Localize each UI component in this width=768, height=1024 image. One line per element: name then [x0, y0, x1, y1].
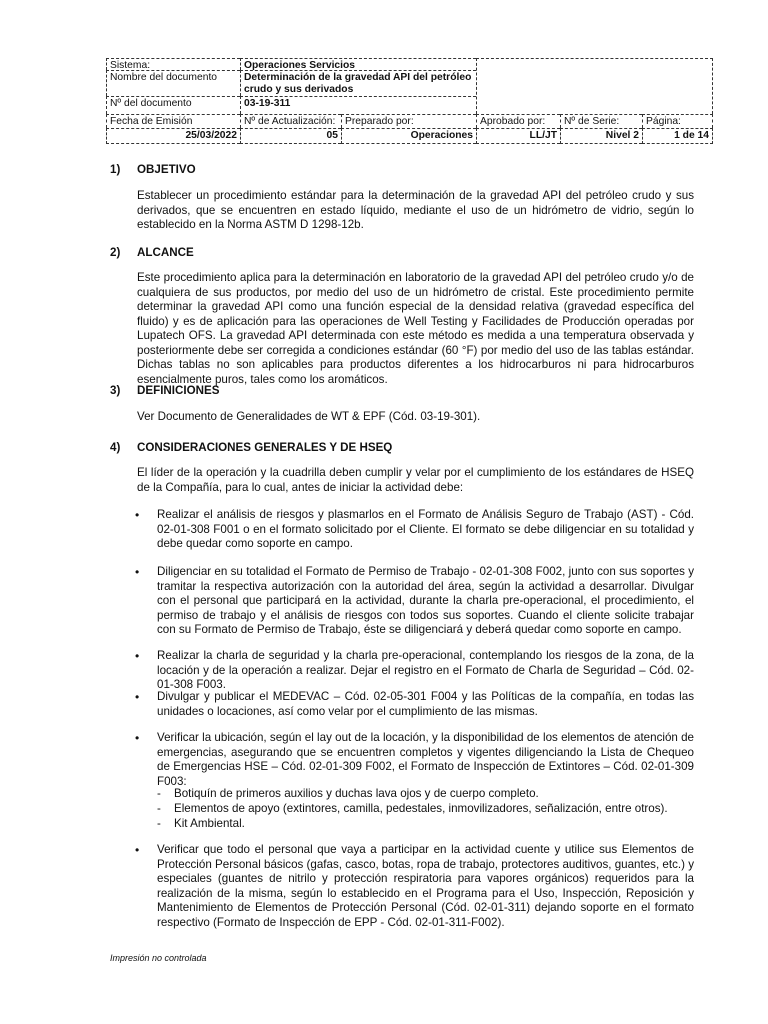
fecha-emision-value: 25/03/2022 [106, 128, 240, 144]
dash-marker: - [157, 817, 161, 830]
pagina-value: 1 de 14 [642, 128, 713, 144]
document-header-table [106, 58, 713, 144]
section-number: 3) [110, 384, 121, 397]
section-number: 4) [110, 441, 121, 454]
bullet-marker: • [135, 649, 140, 663]
preparado-value: Operaciones [341, 128, 476, 144]
fecha-emision-label: Fecha de Emisión [106, 114, 240, 128]
bullet-marker: • [135, 731, 140, 745]
logo-area [476, 58, 713, 114]
sub-item: Elementos de apoyo (extintores, camilla, pedestales, inmovilizadores, señalización, entre otros). [174, 802, 668, 815]
aprobado-label: Aprobado por: [476, 114, 560, 128]
section-title: CONSIDERACIONES GENERALES Y DE HSEQ [137, 441, 393, 454]
pagina-label: Página: [642, 114, 713, 128]
alcance-paragraph: Este procedimiento aplica para la determinación en laboratorio de la gravedad API del petróleo crudo y/o de cualquiera de sus productos, por medio del uso de un hidrómetro de cristal. Este procedimiento permite determinar la gravedad API como una función especial de la densidad relativa (gravedad específica del fluido) y es de aplicación para las operaciones de Well Testing y Facilidades de Producción operadas por Lupatech OFS. La gravedad API determinada con este método es medida a una temperatura observada y posteriormente debe ser corregida a condiciones estándar (60 °F) por medio del uso de las tablas estándar. Dichas tablas no son aplicables para productos diferentes a los hidrocarburos ni para hidrocarburos esencialmente puros, tales como los aromáticos. [137, 271, 694, 386]
sistema-value: Operaciones Servicios [240, 58, 476, 70]
definiciones-paragraph: Ver Documento de Generalidades de WT & EPF (Cód. 03-19-301). [137, 410, 481, 423]
section-number: 1) [110, 163, 121, 176]
bullet-item: Realizar la charla de seguridad y la charla pre-operacional, contemplando los riesgos de la zona, de la locación y de la operación a realizar. Dejar el registro en el Formato de Charla de Seguridad – Cód. 02-01-308 F003. [157, 649, 694, 691]
numero-documento-value: 03-19-311 [240, 96, 476, 114]
nombre-documento-label: Nombre del documento [106, 70, 240, 96]
nombre-documento-value: Determinación de la gravedad API del petróleo crudo y sus derivados [240, 70, 476, 96]
preparado-label: Preparado por: [341, 114, 476, 128]
bullet-item: Verificar la ubicación, según el lay out de la locación, y la disponibilidad de los elementos de atención de emergencias, asegurando que se encuentren completos y vigentes diligenciando la Lista de Chequeo de Emergencias HSE – Cód. 02-01-309 F002, el Formato de Inspección de Extintores – Cód. 02-01-309 F003: [157, 731, 694, 788]
bullet-marker: • [135, 843, 140, 857]
sub-item: Botiquín de primeros auxilios y duchas lava ojos y de cuerpo completo. [174, 787, 539, 800]
dash-marker: - [157, 787, 161, 800]
serie-value: Nivel 2 [560, 128, 642, 144]
sistema-label: Sistema: [106, 58, 240, 70]
serie-label: Nº de Serie: [560, 114, 642, 128]
consideraciones-intro: El líder de la operación y la cuadrilla deben cumplir y velar por el cumplimiento de los estándares de HSEQ de la Compañía, para lo cual, antes de iniciar la actividad debe: [137, 466, 694, 494]
section-title: OBJETIVO [137, 163, 196, 176]
aprobado-value: LL/JT [476, 128, 560, 144]
bullet-item: Verificar que todo el personal que vaya a participar en la actividad cuente y utilice sus Elementos de Protección Personal básicos (gafas, casco, botas, ropa de trabajo, protectores auditivos, guantes, etc.) y especiales (guantes de nitrilo y protección respiratoria para vapores orgánicos) requeridos para la realización de la misma, según lo establecido en el Programa para el Uso, Inspección, Reposición y Mantenimiento de Elementos de Protección Personal (Cód. 02-01-311) dejando soporte en el formato respectivo (Formato de Inspección de EPP - Cód. 02-01-311-F002). [157, 843, 694, 929]
bullet-item: Realizar el análisis de riesgos y plasmarlos en el Formato de Análisis Seguro de Trabajo (AST) - Cód. 02-01-308 F001 o en el formato solicitado por el Cliente. El formato se debe diligenciar en su totalidad y debe quedar como soporte en campo. [157, 508, 694, 550]
section-number: 2) [110, 246, 121, 259]
footer-note: Impresión no controlada [110, 953, 207, 963]
dash-marker: - [157, 802, 161, 815]
actualizacion-label: Nº de Actualización: [240, 114, 341, 128]
section-title: ALCANCE [137, 246, 194, 259]
bullet-marker: • [135, 508, 140, 522]
objetivo-paragraph: Establecer un procedimiento estándar para la determinación de la gravedad API del petróleo crudo y sus derivados, que se encuentren en estado líquido, mediante el uso de un hidrómetro de vidrio, según lo establecido en la Norma ASTM D 1298-12b. [137, 189, 694, 231]
section-title: DEFINICIONES [137, 384, 220, 397]
actualizacion-value: 05 [240, 128, 341, 144]
numero-documento-label: Nº del documento [106, 96, 240, 114]
bullet-item: Divulgar y publicar el MEDEVAC – Cód. 02-05-301 F004 y las Políticas de la compañía, en todas las unidades o locaciones, así como velar por el cumplimiento de las mismas. [157, 690, 694, 718]
bullet-item: Diligenciar en su totalidad el Formato de Permiso de Trabajo - 02-01-308 F002, junto con sus soportes y tramitar la respectiva autorización con la autoridad del área, según la actividad a desarrollar. Divulgar con el personal que participará en la actividad, durante la charla pre-operacional, el procedimiento, el permiso de trabajo y el análisis de riesgos con todos sus soportes. Cuando el cliente solicite trabajar con su Formato de Permiso de Trabajo, éste se diligenciará y deberá quedar como soporte en campo. [157, 565, 694, 636]
sub-item: Kit Ambiental. [174, 817, 245, 830]
bullet-marker: • [135, 690, 140, 704]
bullet-marker: • [135, 565, 140, 579]
